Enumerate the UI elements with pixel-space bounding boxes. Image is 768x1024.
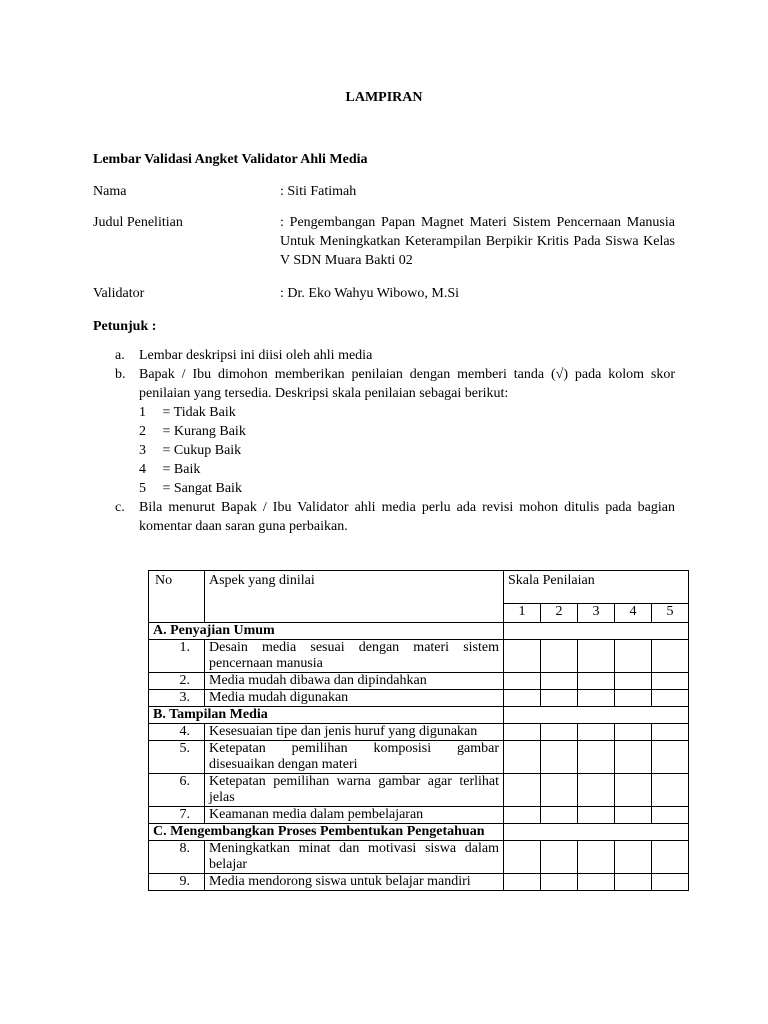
score-cell[interactable]	[504, 673, 541, 690]
section-blank	[504, 707, 689, 724]
score-cell[interactable]	[615, 807, 652, 824]
score-cell[interactable]	[615, 741, 652, 774]
score-cell[interactable]	[615, 841, 652, 874]
score-cell[interactable]	[578, 640, 615, 673]
score-cell[interactable]	[504, 640, 541, 673]
score-cell[interactable]	[578, 841, 615, 874]
score-cell[interactable]	[652, 874, 689, 891]
score-cell[interactable]	[541, 673, 578, 690]
scale-item	[93, 422, 675, 441]
score-cell[interactable]	[578, 724, 615, 741]
score-cell[interactable]	[615, 673, 652, 690]
scale-col-header: 5	[652, 604, 689, 623]
section-blank	[504, 824, 689, 841]
row-aspect: Ketepatan pemilihan warna gambar agar terlihat jelas	[205, 774, 504, 807]
scale-col-header: 2	[541, 604, 578, 623]
score-cell[interactable]	[504, 690, 541, 707]
score-cell[interactable]	[652, 807, 689, 824]
instructions-heading: Petunjuk :	[93, 319, 157, 334]
list-item	[93, 346, 675, 365]
score-cell[interactable]	[541, 741, 578, 774]
scale-text: = Sangat Baik	[162, 481, 242, 496]
scale-text: = Tidak Baik	[162, 405, 236, 420]
score-cell[interactable]	[615, 774, 652, 807]
scale-col-header: 4	[615, 604, 652, 623]
section-heading: B. Tampilan Media	[149, 707, 504, 724]
score-cell[interactable]	[541, 724, 578, 741]
row-aspect: Desain media sesuai dengan materi sistem pencernaan manusia	[205, 640, 504, 673]
list-text: Bila menurut Bapak / Ibu Validator ahli media perlu ada revisi mohon ditulis pada bagian komentar daan saran guna perbaikan.	[139, 500, 675, 534]
scale-col-header: 1	[504, 604, 541, 623]
scale-text: = Kurang Baik	[162, 424, 246, 439]
table-row	[149, 724, 689, 741]
row-aspect: Media mendorong siswa untuk belajar mandiri	[205, 874, 504, 891]
row-number: 7.	[149, 807, 205, 824]
scale-item	[93, 479, 675, 498]
field-value: : Dr. Eko Wahyu Wibowo, M.Si	[280, 286, 460, 301]
list-text: Lembar deskripsi ini diisi oleh ahli media	[139, 348, 373, 363]
score-cell[interactable]	[541, 807, 578, 824]
table-row	[149, 807, 689, 824]
score-cell[interactable]	[652, 690, 689, 707]
score-cell[interactable]	[541, 690, 578, 707]
scale-item	[93, 460, 675, 479]
score-cell[interactable]	[652, 741, 689, 774]
field-value: : Siti Fatimah	[280, 184, 357, 199]
score-cell[interactable]	[541, 640, 578, 673]
scale-number: 3	[139, 443, 146, 458]
row-aspect: Ketepatan pemilihan komposisi gambar disesuaikan dengan materi	[205, 741, 504, 774]
score-cell[interactable]	[578, 774, 615, 807]
header-aspect: Aspek yang dinilai	[205, 571, 504, 623]
score-cell[interactable]	[578, 690, 615, 707]
table-row	[149, 741, 689, 774]
row-aspect: Meningkatkan minat dan motivasi siswa dalam belajar	[205, 841, 504, 874]
score-cell[interactable]	[504, 841, 541, 874]
scale-text: = Cukup Baik	[162, 443, 242, 458]
score-cell[interactable]	[652, 774, 689, 807]
score-cell[interactable]	[615, 724, 652, 741]
score-cell[interactable]	[504, 774, 541, 807]
score-cell[interactable]	[504, 874, 541, 891]
instructions-list	[93, 346, 675, 536]
score-cell[interactable]	[541, 841, 578, 874]
score-cell[interactable]	[578, 673, 615, 690]
scale-number: 4	[139, 462, 146, 477]
row-number: 9.	[149, 874, 205, 891]
score-cell[interactable]	[652, 841, 689, 874]
score-cell[interactable]	[652, 673, 689, 690]
list-marker: a.	[115, 348, 125, 363]
header-scale: Skala Penilaian	[504, 571, 689, 604]
field-value: : Pengembangan Papan Magnet Materi Sistem Pencernaan Manusia Untuk Meningkatkan Keterampilan Berpikir Kritis Pada Siswa Kelas V SDN Muara Bakti 02	[280, 215, 675, 268]
row-number: 4.	[149, 724, 205, 741]
field-label: Judul Penelitian	[93, 215, 183, 230]
list-item	[93, 365, 675, 403]
score-cell[interactable]	[578, 807, 615, 824]
row-aspect: Media mudah digunakan	[205, 690, 504, 707]
table-row	[149, 841, 689, 874]
scale-item	[93, 441, 675, 460]
table-row	[149, 640, 689, 673]
assessment-table	[148, 570, 689, 891]
row-number: 2.	[149, 673, 205, 690]
score-cell[interactable]	[615, 874, 652, 891]
row-number: 5.	[149, 741, 205, 774]
row-number: 6.	[149, 774, 205, 807]
field-label: Nama	[93, 184, 127, 199]
score-cell[interactable]	[615, 640, 652, 673]
score-cell[interactable]	[578, 874, 615, 891]
scale-number: 2	[139, 424, 146, 439]
table-row	[149, 874, 689, 891]
score-cell[interactable]	[504, 741, 541, 774]
page-title: LAMPIRAN	[345, 90, 423, 105]
row-number: 3.	[149, 690, 205, 707]
score-cell[interactable]	[578, 741, 615, 774]
form-subtitle: Lembar Validasi Angket Validator Ahli Media	[93, 152, 368, 167]
scale-text: = Baik	[162, 462, 201, 477]
table-row	[149, 690, 689, 707]
section-heading: C. Mengembangkan Proses Pembentukan Pengetahuan	[149, 824, 504, 841]
field-label: Validator	[93, 286, 145, 301]
row-aspect: Keamanan media dalam pembelajaran	[205, 807, 504, 824]
row-number: 1.	[149, 640, 205, 673]
score-cell[interactable]	[504, 724, 541, 741]
header-no: No	[149, 571, 205, 623]
row-aspect: Kesesuaian tipe dan jenis huruf yang digunakan	[205, 724, 504, 741]
scale-col-header: 3	[578, 604, 615, 623]
score-cell[interactable]	[541, 774, 578, 807]
row-number: 8.	[149, 841, 205, 874]
score-cell[interactable]	[504, 807, 541, 824]
scale-item	[93, 403, 675, 422]
score-cell[interactable]	[652, 640, 689, 673]
list-marker: b.	[115, 367, 126, 382]
table-row	[149, 673, 689, 690]
row-aspect: Media mudah dibawa dan dipindahkan	[205, 673, 504, 690]
scale-number: 5	[139, 481, 146, 496]
list-text: Bapak / Ibu dimohon memberikan penilaian dengan memberi tanda (√) pada kolom skor penilaian yang tersedia. Deskripsi skala penilaian sebagai berikut:	[139, 367, 675, 401]
table-row	[149, 774, 689, 807]
section-blank	[504, 623, 689, 640]
score-cell[interactable]	[615, 690, 652, 707]
list-item	[93, 498, 675, 536]
scale-number: 1	[139, 405, 146, 420]
section-heading: A. Penyajian Umum	[149, 623, 504, 640]
score-cell[interactable]	[652, 724, 689, 741]
score-cell[interactable]	[541, 874, 578, 891]
list-marker: c.	[115, 500, 125, 515]
